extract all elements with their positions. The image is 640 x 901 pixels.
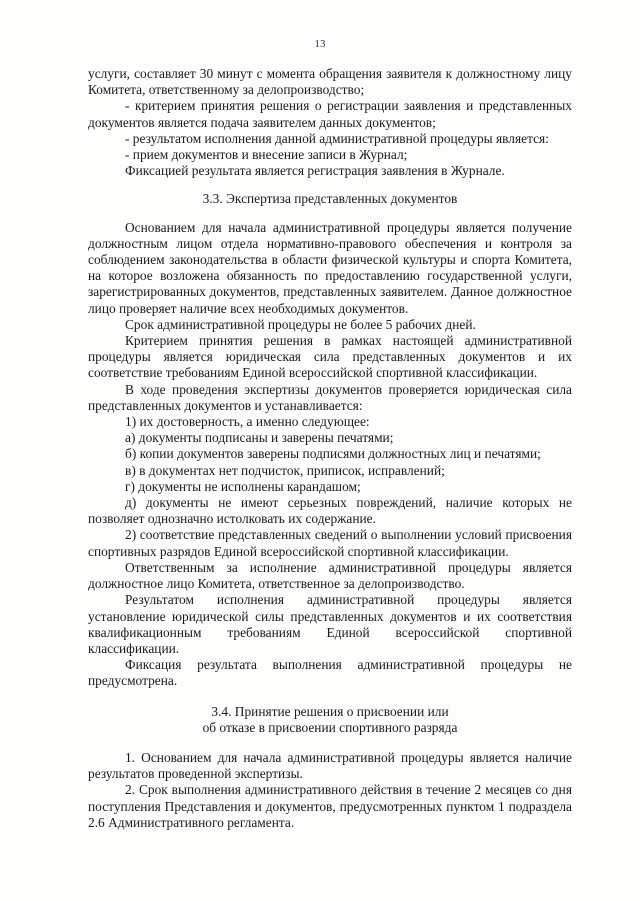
paragraph: Фиксация результата выполнения административной процедуры не предусмотрена. [88,657,572,689]
list-item: д) документы не имеют серьезных повреждений, наличие которых не позволяет однозначно истолковать их содержание. [88,495,572,527]
list-item: в) в документах нет подчисток, приписок, исправлений; [125,462,445,478]
list-item: а) документы подписаны и заверены печатями; [125,430,394,446]
paragraph: Ответственным за исполнение административной процедуры является должностное лицо Комитета, ответственное за делопроизводство. [88,559,572,592]
document-body [88,66,572,831]
paragraph: В ходе проведения экспертизы документов проверяется юридическая сила представленных документов и устанавливается: [88,381,572,413]
list-item: б) копии документов заверены подписями должностных лиц и печатями; [125,446,541,462]
page-number: 13 [314,38,326,50]
paragraph: - прием документов и внесение записи в Журнал; [125,147,408,163]
paragraph: 1. Основанием для начала административной процедуры является наличие результатов проведенной экспертизы. [88,749,572,782]
paragraph: 2. Срок выполнения административного действия в течение 2 месяцев со дня поступления Представления и документов, предусмотренных пунктом 1 подраздела 2.6 Административного регламента. [88,782,572,830]
paragraph: Основанием для начала административной процедуры является получение должностным лицом отдела нормативно-правового обеспечения и контроля за соблюдением законодательства в области физической культуры и спорта Комитета, на которое возложена обязанность по предоставлению государственной услуги, зарегистрированных документов, представленных заявителем. Данное должностное лицо проверяет наличие всех необходимых документов. [88,219,572,316]
section-heading-3-4: 3.4. Принятие решения о присвоении или [211,703,449,719]
section-heading-3-4-subtitle: об отказе в присвоении спортивного разряда [202,719,458,735]
section-heading-3-3: 3.3. Экспертиза представленных документов [202,191,458,207]
list-item: г) документы не исполнены карандашом; [125,478,361,494]
list-item: 1) их достоверность, а именно следующее: [125,414,370,430]
paragraph: Фиксацией результата является регистрация заявления в Журнале. [125,163,505,179]
paragraph: - критерием принятия решения о регистрации заявления и представленных документов является подача заявителем данных документов; [88,98,572,130]
list-item: 2) соответствие представленных сведений о выполнении условий присвоения спортивных разрядов Единой всероссийской спортивной классификации. [88,527,572,559]
paragraph: Срок административной процедуры не более 5 рабочих дней. [125,316,476,332]
paragraph: услуги, составляет 30 минут с момента обращения заявителя к должностному лицу Комитета, ответственному за делопроизводство; [88,66,572,98]
paragraph: Результатом исполнения административной процедуры является установление юридической силы представленных документов и их соответствия квалификационным требованиям Единой всероссийской спортивной классификации. [88,592,572,656]
paragraph: Критерием принятия решения в рамках настоящей административной процедуры является юридическая сила представленных документов и их соответствие требованиям Единой всероссийской спортивной классификации. [88,333,572,381]
paragraph: - результатом исполнения данной административной процедуры является: [125,130,549,146]
